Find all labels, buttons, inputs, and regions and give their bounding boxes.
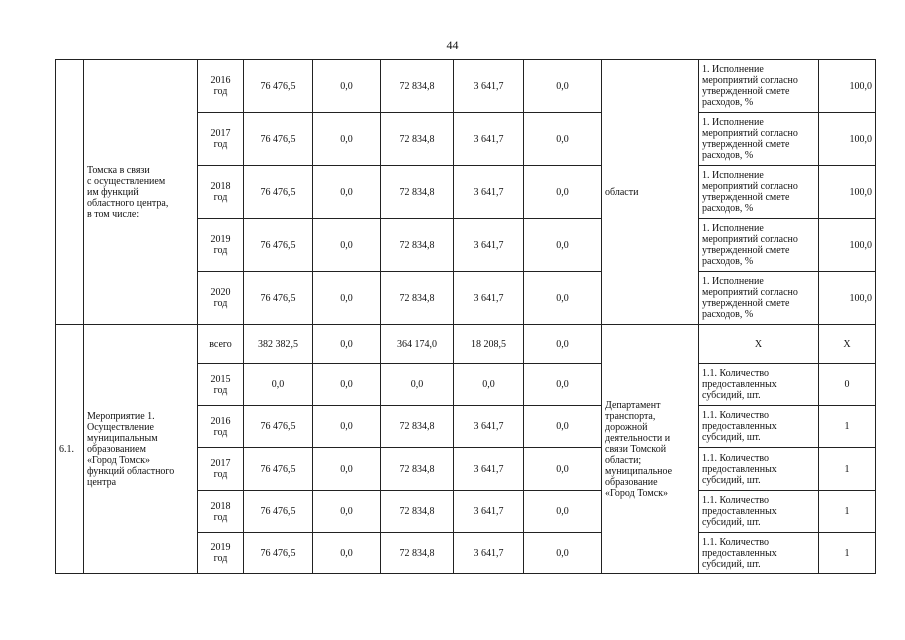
regional-cell: 72 834,8 <box>381 166 454 219</box>
table-row <box>56 325 876 364</box>
total-cell: 76 476,5 <box>244 60 313 113</box>
indicator-value-cell: 1 <box>819 533 876 574</box>
other-cell: 0,0 <box>524 219 602 272</box>
federal-cell: 0,0 <box>313 60 381 113</box>
local-cell: 3 641,7 <box>454 272 524 325</box>
year-cell: 2019 год <box>198 219 244 272</box>
year-cell: 2019 год <box>198 533 244 574</box>
indicator-value-cell: 100,0 <box>819 166 876 219</box>
federal-cell: 0,0 <box>313 113 381 166</box>
local-cell: 3 641,7 <box>454 166 524 219</box>
other-cell: 0,0 <box>524 272 602 325</box>
total-cell: 0,0 <box>244 364 313 406</box>
indicator-value-cell: 1 <box>819 448 876 491</box>
total-cell: 76 476,5 <box>244 491 313 533</box>
year-cell: 2017 год <box>198 448 244 491</box>
table-row <box>56 60 876 113</box>
executor-cell: области <box>602 60 699 325</box>
indicator-value-cell: 100,0 <box>819 272 876 325</box>
regional-cell: 72 834,8 <box>381 272 454 325</box>
indicator-value-cell: Х <box>819 325 876 364</box>
total-cell: 76 476,5 <box>244 272 313 325</box>
indicator-value-cell: 1 <box>819 491 876 533</box>
federal-cell: 0,0 <box>313 272 381 325</box>
federal-cell: 0,0 <box>313 364 381 406</box>
year-cell: 2016 год <box>198 406 244 448</box>
indicator-value-cell: 100,0 <box>819 219 876 272</box>
local-cell: 3 641,7 <box>454 219 524 272</box>
page-number: 44 <box>446 38 459 52</box>
local-cell: 3 641,7 <box>454 533 524 574</box>
indicator-cell: 1.1. Количество предоставленных субсидий, шт. <box>699 448 819 491</box>
other-cell: 0,0 <box>524 448 602 491</box>
other-cell: 0,0 <box>524 60 602 113</box>
indicator-cell: 1. Исполнение мероприятий согласно утвержденной смете расходов, % <box>699 219 819 272</box>
indicator-cell: 1.1. Количество предоставленных субсидий, шт. <box>699 491 819 533</box>
total-cell: 76 476,5 <box>244 166 313 219</box>
federal-cell: 0,0 <box>313 166 381 219</box>
indicator-cell: 1.1. Количество предоставленных субсидий, шт. <box>699 406 819 448</box>
indicator-cell: 1. Исполнение мероприятий согласно утвержденной смете расходов, % <box>699 60 819 113</box>
federal-cell: 0,0 <box>313 533 381 574</box>
row-number-cell: 6.1. <box>56 325 84 574</box>
regional-cell: 72 834,8 <box>381 219 454 272</box>
budget-table <box>55 59 876 574</box>
local-cell: 3 641,7 <box>454 406 524 448</box>
local-cell: 3 641,7 <box>454 113 524 166</box>
other-cell: 0,0 <box>524 491 602 533</box>
year-cell: 2018 год <box>198 166 244 219</box>
total-cell: 76 476,5 <box>244 113 313 166</box>
local-cell: 0,0 <box>454 364 524 406</box>
local-cell: 3 641,7 <box>454 491 524 533</box>
indicator-cell: 1. Исполнение мероприятий согласно утвержденной смете расходов, % <box>699 113 819 166</box>
regional-cell: 72 834,8 <box>381 448 454 491</box>
total-cell: 76 476,5 <box>244 219 313 272</box>
other-cell: 0,0 <box>524 325 602 364</box>
measure-name-cell: Томска в связи с осуществлением им функций областного центра, в том числе: <box>84 60 198 325</box>
regional-cell: 72 834,8 <box>381 113 454 166</box>
regional-cell: 364 174,0 <box>381 325 454 364</box>
indicator-cell: Х <box>699 325 819 364</box>
regional-cell: 72 834,8 <box>381 60 454 113</box>
indicator-cell: 1.1. Количество предоставленных субсидий, шт. <box>699 533 819 574</box>
year-cell: 2015 год <box>198 364 244 406</box>
other-cell: 0,0 <box>524 364 602 406</box>
indicator-value-cell: 100,0 <box>819 113 876 166</box>
federal-cell: 0,0 <box>313 406 381 448</box>
federal-cell: 0,0 <box>313 448 381 491</box>
year-cell: 2020 год <box>198 272 244 325</box>
year-cell: всего <box>198 325 244 364</box>
local-cell: 3 641,7 <box>454 60 524 113</box>
other-cell: 0,0 <box>524 113 602 166</box>
total-cell: 76 476,5 <box>244 406 313 448</box>
indicator-cell: 1.1. Количество предоставленных субсидий, шт. <box>699 364 819 406</box>
measure-name-cell: Мероприятие 1. Осуществление муниципальным образованием «Город Томск» функций областного центра <box>84 325 198 574</box>
regional-cell: 72 834,8 <box>381 491 454 533</box>
total-cell: 382 382,5 <box>244 325 313 364</box>
federal-cell: 0,0 <box>313 325 381 364</box>
other-cell: 0,0 <box>524 533 602 574</box>
indicator-cell: 1. Исполнение мероприятий согласно утвержденной смете расходов, % <box>699 166 819 219</box>
year-cell: 2016 год <box>198 60 244 113</box>
local-cell: 18 208,5 <box>454 325 524 364</box>
indicator-value-cell: 0 <box>819 364 876 406</box>
year-cell: 2017 год <box>198 113 244 166</box>
year-cell: 2018 год <box>198 491 244 533</box>
regional-cell: 0,0 <box>381 364 454 406</box>
indicator-cell: 1. Исполнение мероприятий согласно утвержденной смете расходов, % <box>699 272 819 325</box>
regional-cell: 72 834,8 <box>381 533 454 574</box>
other-cell: 0,0 <box>524 166 602 219</box>
total-cell: 76 476,5 <box>244 448 313 491</box>
executor-cell: Департамент транспорта, дорожной деятельности и связи Томской области; муниципальное образование «Город Томск» <box>602 325 699 574</box>
total-cell: 76 476,5 <box>244 533 313 574</box>
indicator-value-cell: 100,0 <box>819 60 876 113</box>
federal-cell: 0,0 <box>313 491 381 533</box>
regional-cell: 72 834,8 <box>381 406 454 448</box>
local-cell: 3 641,7 <box>454 448 524 491</box>
other-cell: 0,0 <box>524 406 602 448</box>
row-number-cell <box>56 60 84 325</box>
indicator-value-cell: 1 <box>819 406 876 448</box>
federal-cell: 0,0 <box>313 219 381 272</box>
